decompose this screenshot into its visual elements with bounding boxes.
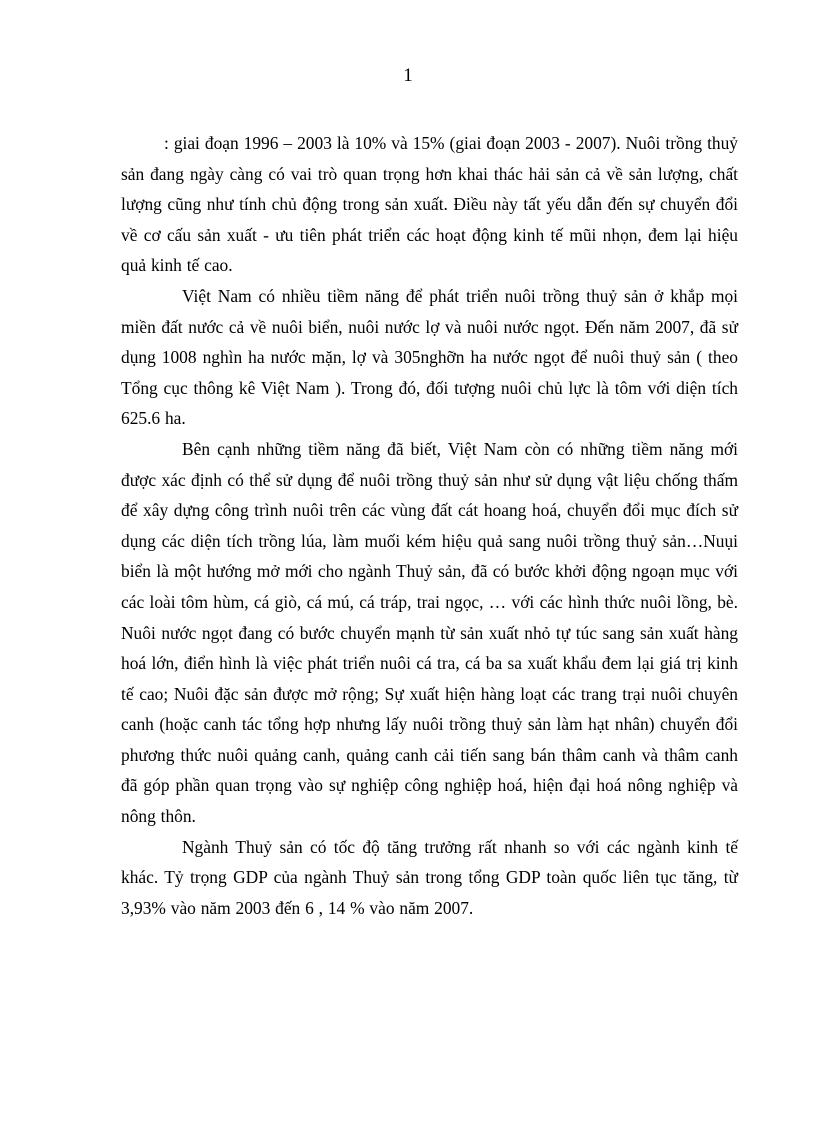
paragraph-vietnam-potential: Việt Nam có nhiều tiềm năng để phát triển nuôi trồng thuỷ sản ở khắp mọi miền đất nước cả về nuôi biển, nuôi nước lợ và nuôi nước ngọt. Đến năm 2007, đã sử dụng 1008 nghìn ha nước mặn, lợ và 305nghỡn ha nước ngọt để nuôi thuỷ sản ( theo Tổng cục thông kê Việt Nam ). Trong đó, đối tượng nuôi chủ lực là tôm với diện tích 625.6 ha.	[121, 285, 738, 429]
paragraph-new-potential: Bên cạnh những tiềm năng đã biết, Việt Nam còn có những tiềm năng mới được xác định có thể sử dụng để nuôi trồng thuỷ sản như sử dụng vật liệu chống thấm để xây dựng công trình nuôi trên các vùng đất cát hoang hoá, chuyển đổi mục đích sử dụng các diện tích trồng lúa, làm muối kém hiệu quả sang nuôi trồng thuỷ sản…Nuụi biển là một hướng mở mới cho ngành Thuỷ sản, đã có bước khởi động ngoạn mục với các loài tôm hùm, cá giò, cá mú, cá tráp, trai ngọc, … với các hình thức nuôi lồng, bè. Nuôi nước ngọt đang có bước chuyển mạnh từ sản xuất nhỏ tự túc sang sản xuất hàng hoá lớn, điển hình là việc phát triển nuôi cá tra, cá ba sa xuất khẩu đem lại giá trị kinh tế cao; Nuôi đặc sản được mở rộng; Sự xuất hiện hàng loạt các trang trại nuôi chuyên canh (hoặc canh tác tổng hợp nhưng lấy nuôi trồng thuỷ sản làm hạt nhân) chuyển đổi phương thức nuôi quảng canh, quảng canh cải tiến sang bán thâm canh và thâm canh đã góp phần quan trọng vào sự nghiệp công nghiệp hoá, hiện đại hoá nông nghiệp và nông thôn.	[121, 438, 738, 827]
document-body	[121, 128, 738, 923]
paragraph-aquaculture-growth: : giai đoạn 1996 – 2003 là 10% và 15% (giai đoạn 2003 - 2007). Nuôi trồng thuỷ sản đang ngày càng có vai trò quan trọng hơn khai thác hải sản cả về sản lượng, chất lượng cũng như tính chủ động trong sản xuất. Điều này tất yếu dẫn đến sự chuyển đổi về cơ cấu sản xuất - ưu tiên phát triển các hoạt động kinh tế mũi nhọn, đem lại hiệu quả kinh tế cao.	[121, 133, 738, 276]
page-number: 1	[403, 65, 413, 86]
paragraph-gdp-share: Ngành Thuỷ sản có tốc độ tăng trưởng rất nhanh so với các ngành kinh tế khác. Tỷ trọng GDP của ngành Thuỷ sản trong tổng GDP toàn quốc liên tục tăng, từ 3,93% vào năm 2003 đến 6 , 14 % vào năm 2007.	[121, 836, 738, 918]
